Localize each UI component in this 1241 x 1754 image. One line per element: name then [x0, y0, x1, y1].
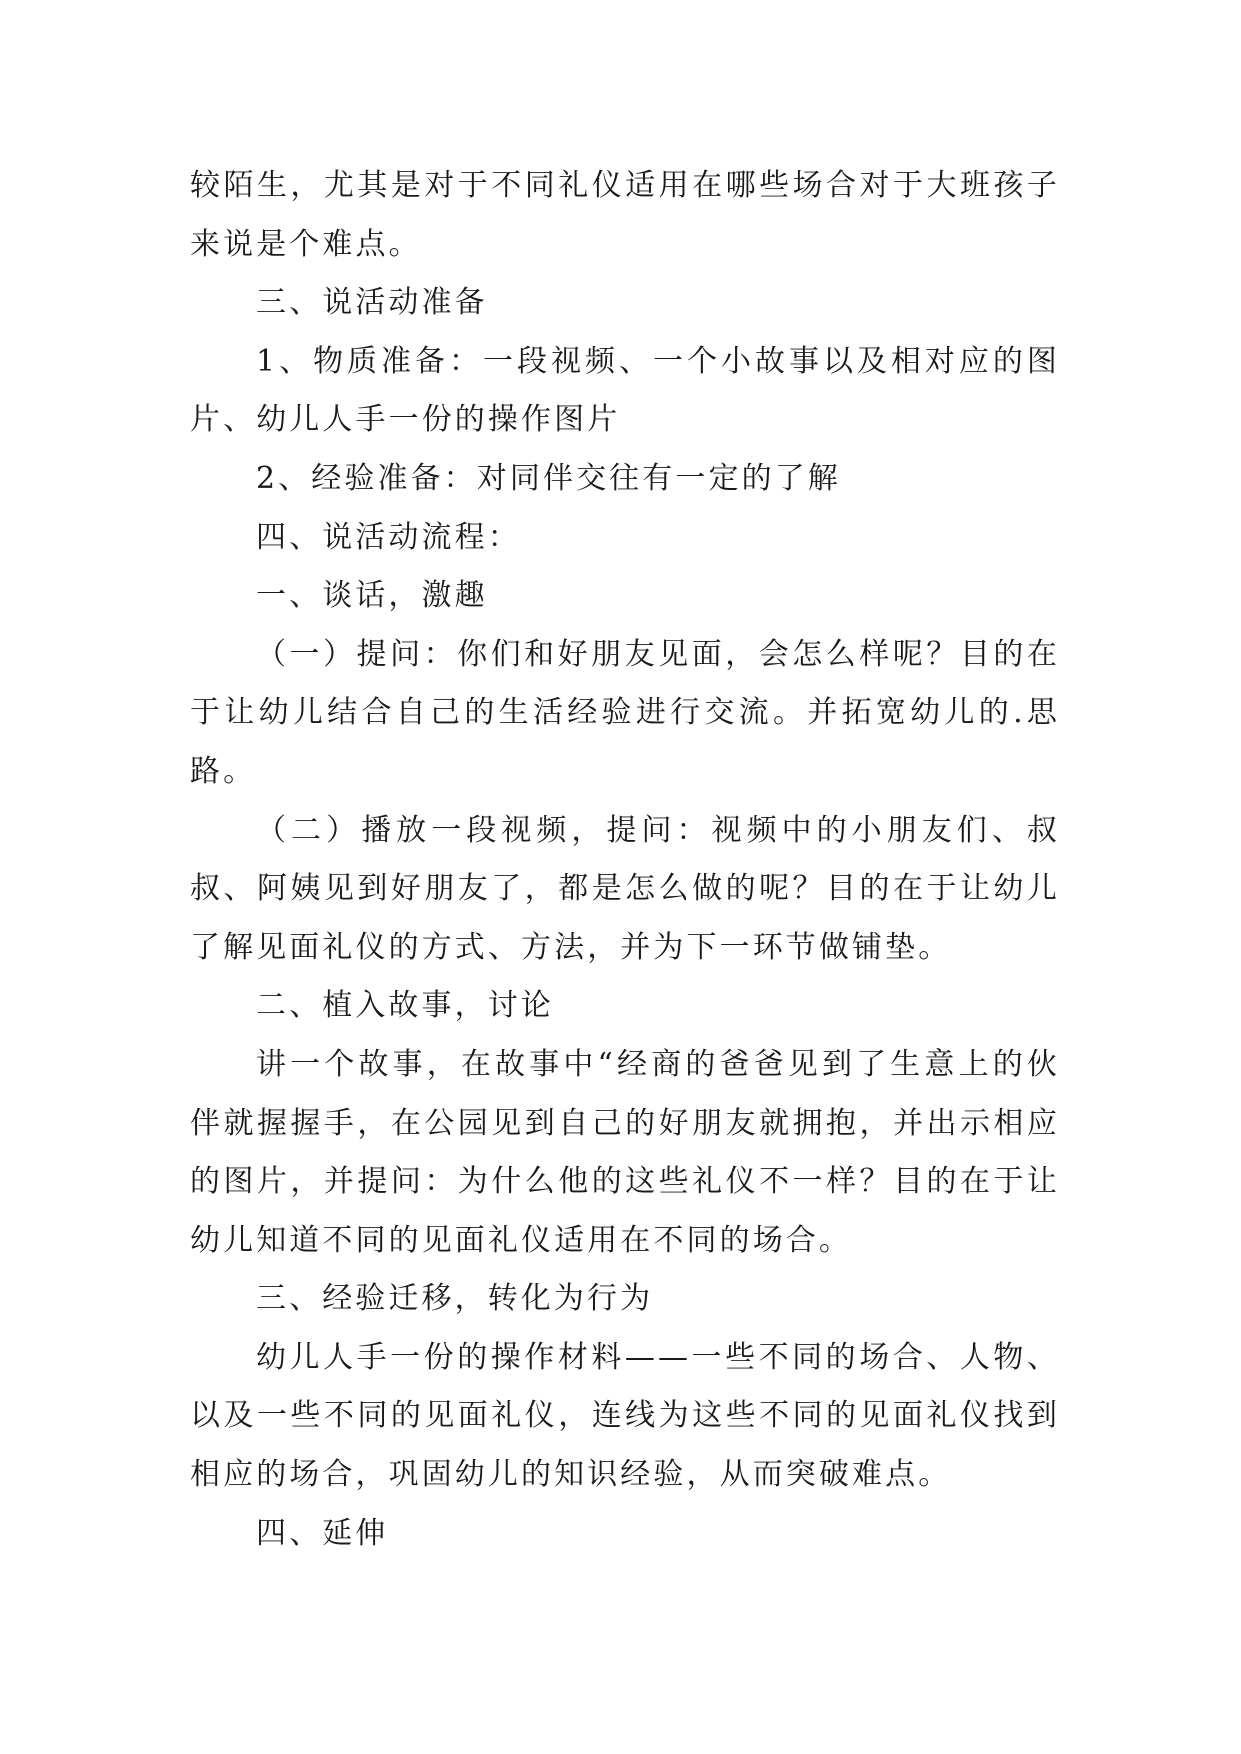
step-heading-experience-transfer: 三、经验迁移，转化为行为: [256, 1281, 654, 1317]
section-heading-activity-process: 四、说活动流程：: [256, 519, 521, 555]
paragraph-material-preparation: 1、物质准备：一段视频、一个小故事以及相对应的图片、幼儿人手一份的操作图片: [190, 343, 1060, 438]
step-heading-extension: 四、延伸: [256, 1515, 389, 1551]
paragraph-operation-material: 幼儿人手一份的操作材料——一些不同的场合、人物、以及一些不同的见面礼仪，连线为这些不同的见面礼仪找到相应的场合，巩固幼儿的知识经验，从而突破难点。: [190, 1339, 1060, 1493]
paragraph-continuation: 较陌生，尤其是对于不同礼仪适用在哪些场合对于大班孩子来说是个难点。: [190, 168, 1060, 262]
paragraph-question-two: （二）播放一段视频，提问：视频中的小朋友们、叔叔、阿姨见到好朋友了，都是怎么做的呢？目的在于让幼儿了解见面礼仪的方式、方法，并为下一环节做铺垫。: [190, 812, 1060, 965]
section-heading-activity-preparation: 三、说活动准备: [256, 285, 488, 321]
step-heading-story: 二、植入故事，讨论: [256, 988, 554, 1024]
document-body: [190, 157, 1060, 1563]
paragraph-story: 讲一个故事，在故事中“经商的爸爸见到了生意上的伙伴就握握手，在公园见到自己的好朋友就拥抱，并出示相应的图片，并提问：为什么他的这些礼仪不一样？目的在于让幼儿知道不同的见面礼仪适用在不同的场合。: [190, 1046, 1060, 1258]
paragraph-experience-preparation: 2、经验准备：对同伴交往有一定的了解: [256, 460, 841, 496]
step-heading-conversation: 一、谈话，激趣: [256, 578, 488, 614]
paragraph-question-one: （一）提问：你们和好朋友见面，会怎么样呢？目的在于让幼儿结合自己的生活经验进行交流。并拓宽幼儿的.思路。: [190, 636, 1060, 789]
